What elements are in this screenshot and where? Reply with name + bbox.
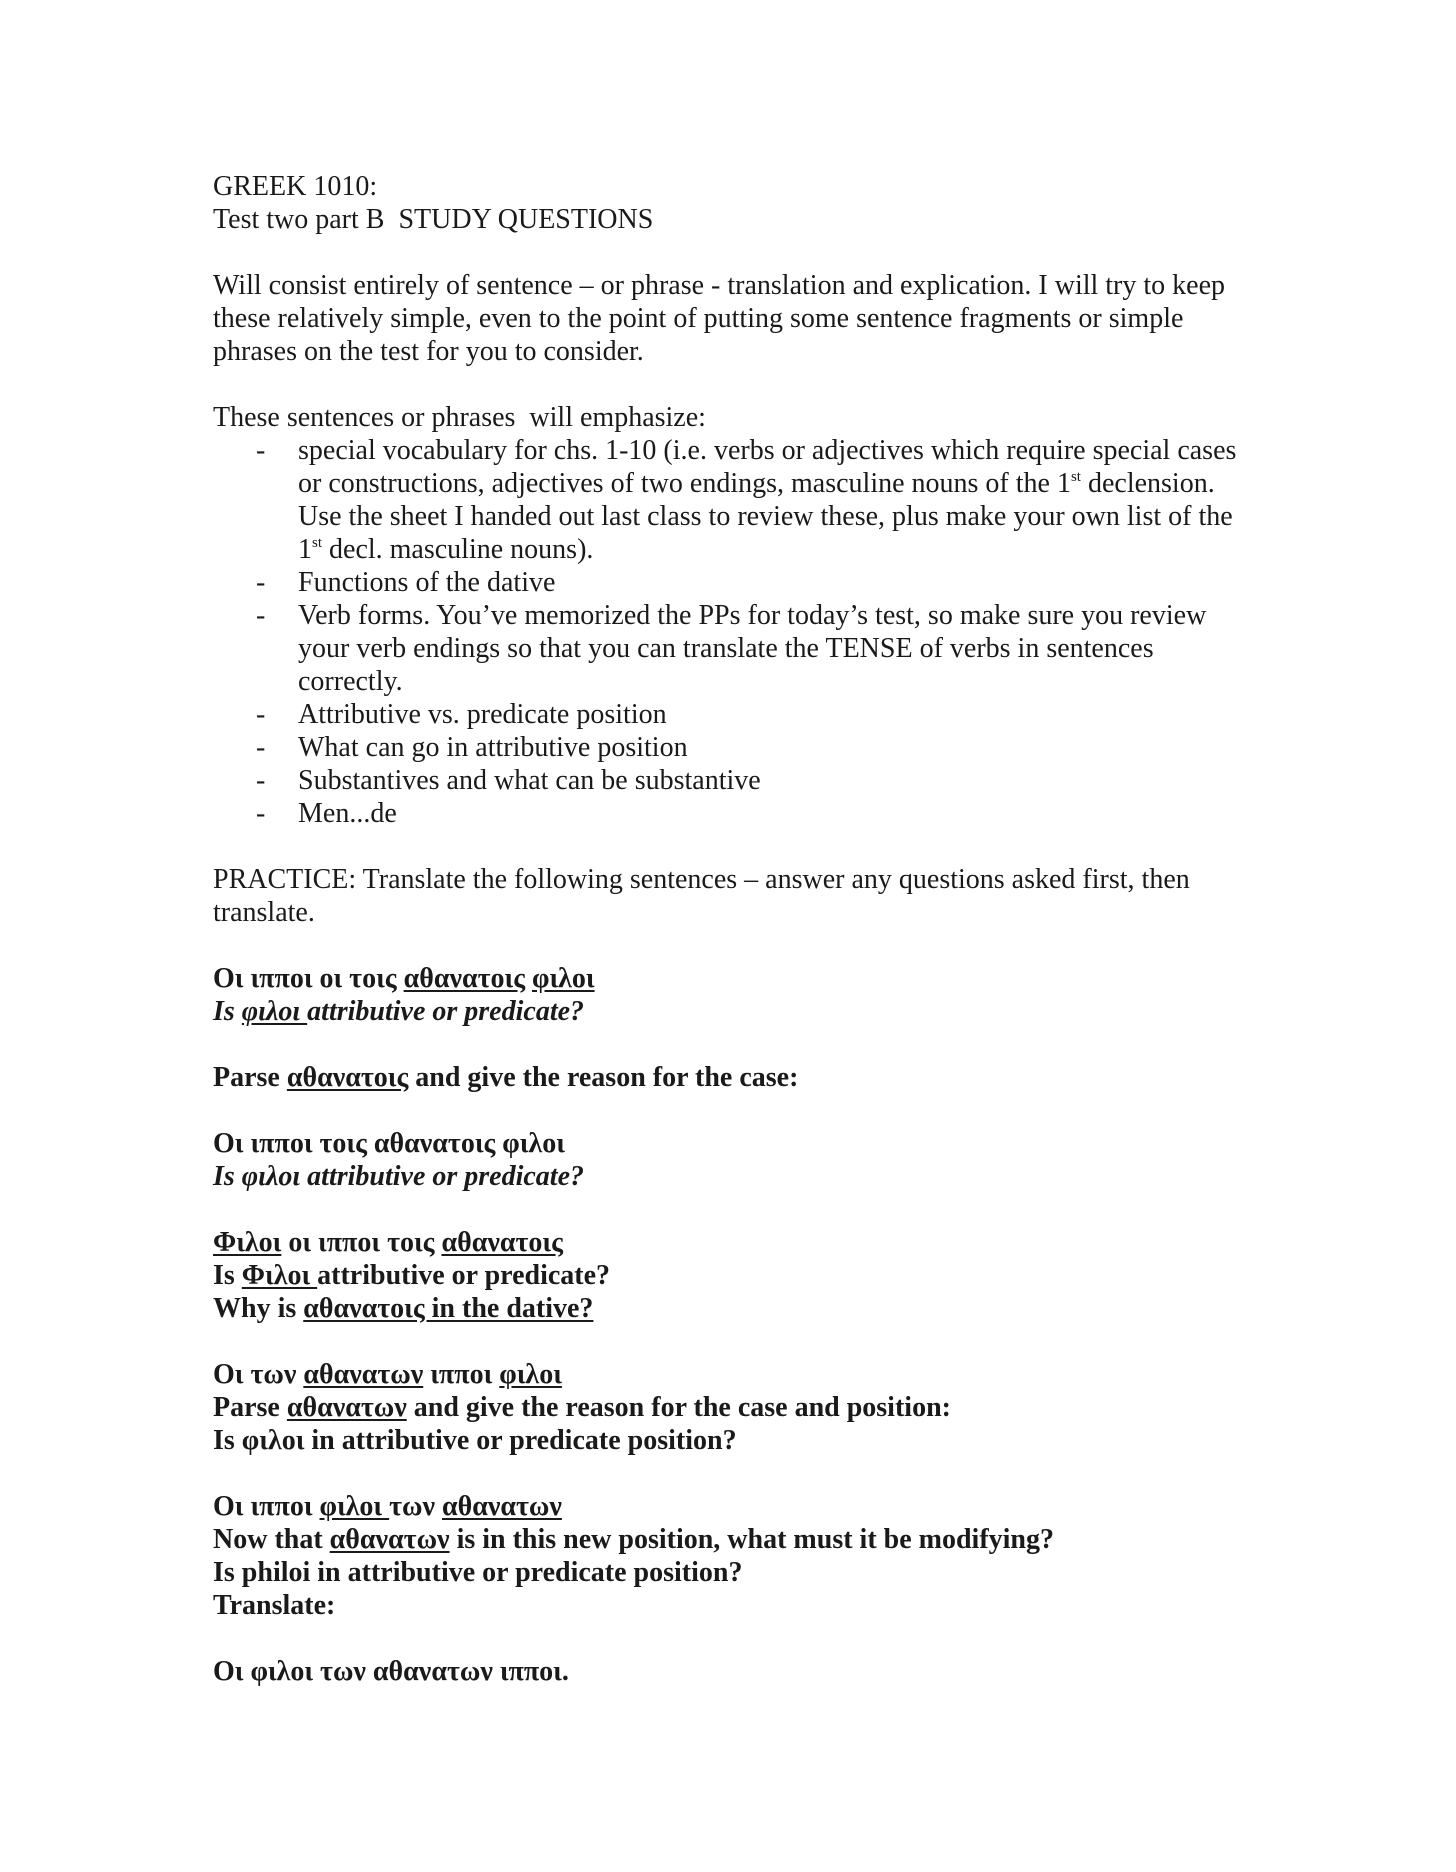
list-dash: - — [256, 567, 266, 598]
list-dash: - — [256, 732, 266, 763]
greek-sentence: Οι ιπποι φιλοι των αθανατων — [213, 1491, 562, 1522]
greek-sentence: Οι ιπποι οι τοις αθανατοις φιλοι — [213, 963, 595, 994]
list-dash: - — [256, 699, 266, 730]
list-item: - Attributive vs. predicate position — [256, 699, 667, 730]
course-title: GREEK 1010: — [213, 171, 378, 202]
list-item: - Verb forms. You’ve memorized the PPs for today’s test, so make sure you review your verb endings so that you can translate the TENSE of verbs in sentences correctly. — [256, 600, 1207, 697]
question: Is φιλοι in attributive or predicate position? — [213, 1425, 737, 1456]
question: Is philoi in attributive or predicate position? — [213, 1557, 743, 1588]
list-item: - Functions of the dative — [256, 567, 556, 598]
exercise-1 — [213, 962, 1253, 1028]
list-item: - Men...de — [256, 798, 397, 829]
question: Why is αθανατοις in the dative? — [213, 1293, 594, 1324]
exercise-6 — [213, 1490, 1253, 1622]
greek-sentence: Οι των αθανατων ιπποι φιλοι — [213, 1359, 562, 1390]
emphasis-lead: These sentences or phrases will emphasize: — [213, 402, 706, 433]
question: Parse αθανατοις and give the reason for the case: — [213, 1062, 799, 1093]
question: Parse αθανατων and give the reason for the case and position: — [213, 1392, 951, 1423]
question: Is Φιλοι attributive or predicate? — [213, 1260, 611, 1291]
translate-prompt: Translate: — [213, 1590, 336, 1621]
list-item: - What can go in attributive position — [256, 732, 688, 763]
question: Now that αθανατων is in this new position, what must it be modifying? — [213, 1524, 1054, 1555]
question: Is φιλοι attributive or predicate? — [213, 1161, 585, 1192]
intro-paragraph: Will consist entirely of sentence – or phrase - translation and explication. I will try to keep these relatively simple, even to the point of putting some sentence fragments or simple phrases on the test for you to consider. — [213, 270, 1226, 367]
exercise-4 — [213, 1226, 1253, 1325]
greek-sentence: Οι ιπποι τοις αθανατοις φιλοι — [213, 1128, 565, 1159]
exercise-2 — [213, 1061, 1253, 1094]
list-dash: - — [256, 435, 266, 466]
exercise-3 — [213, 1127, 1253, 1193]
list-dash: - — [256, 600, 266, 631]
greek-sentence: Οι φιλοι των αθανατων ιπποι. — [213, 1656, 569, 1687]
document-page — [213, 170, 1253, 1688]
list-dash: - — [256, 798, 266, 829]
list-item: - Substantives and what can be substantive — [256, 765, 761, 796]
question: Is φιλοι attributive or predicate? — [213, 996, 585, 1027]
list-dash: - — [256, 765, 266, 796]
document-subtitle: Test two part B STUDY QUESTIONS — [213, 204, 654, 235]
exercise-7 — [213, 1655, 1253, 1688]
practice-instructions: PRACTICE: Translate the following sentences – answer any questions asked first, then translate. — [213, 864, 1190, 928]
emphasis-list — [213, 434, 1253, 830]
greek-sentence: Φιλοι οι ιπποι τοις αθανατοις — [213, 1227, 563, 1258]
exercise-5 — [213, 1358, 1253, 1457]
list-item: - special vocabulary for chs. 1-10 (i.e. verbs or adjectives which require special cases or constructions, adjectives of two endings, masculine nouns of the 1st declension. Use the sheet I handed out last class to review these, plus make your own list of the 1st decl. masculine nouns). — [256, 435, 1237, 565]
